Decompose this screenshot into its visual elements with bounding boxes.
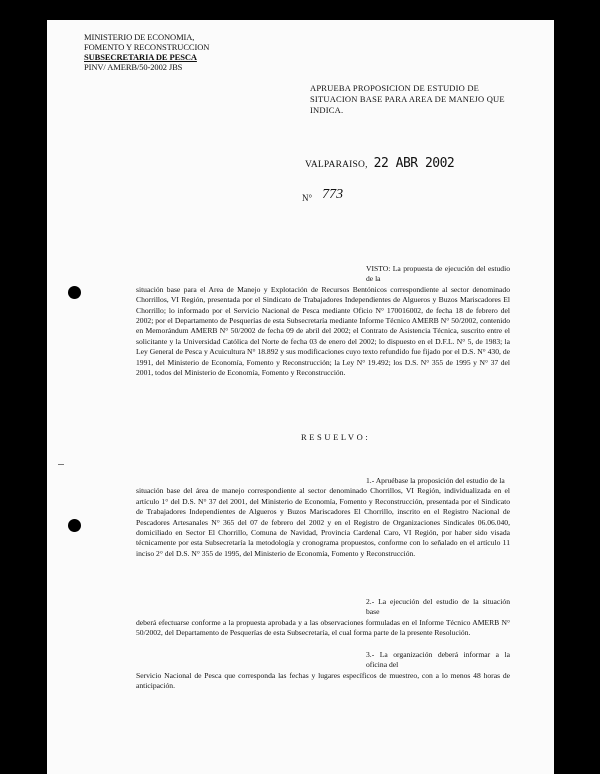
number-prefix: N° (302, 193, 313, 203)
header-line-3: SUBSECRETARIA DE PESCA (84, 52, 197, 62)
ministry-header (84, 32, 209, 72)
item-2-lead: 2.- La ejecución del estudio de la situación base (366, 597, 510, 617)
punch-hole-icon (68, 286, 81, 299)
scan-mark (58, 464, 64, 467)
resolution-subject: APRUEBA PROPOSICION DE ESTUDIO DE SITUACION BASE PARA AREA DE MANEJO QUE INDICA. (310, 83, 505, 115)
city: VALPARAISO, (305, 160, 368, 170)
item-3-lead: 3.- La organización deberá informar a la oficina del (366, 650, 510, 670)
item-2 (136, 597, 510, 639)
place-date (305, 156, 454, 171)
visto-lead: VISTO: La propuesta de ejecución del estudio de la (366, 264, 510, 284)
date-stamp: 22 ABR 2002 (373, 156, 455, 171)
number-value: 773 (322, 187, 344, 202)
item-3 (136, 650, 510, 692)
visto-body: situación base para el Area de Manejo y Explotación de Recursos Bentónicos correspondiente al sector denominado Chorrillos, VI Región, presentada por el Sindicato de Trabajadores Independientes de Algueros y Buzos Mariscadores El Chorrillo; lo informado por el Servicio Nacional de Pesca mediante Oficio N° 170016002, de fecha 18 de febrero del 2002; por el Departamento de Pesquerías de esta Subsecretaría mediante Informe Técnico AMERB N° 50/2002, contenido en Memorándum AMERB N° 50/2002 de fecha 09 de abril del 2002; el Contrato de Asistencia Técnica, suscrito entre el solicitante y la Universidad Católica del Norte de fecha 03 de enero del 2002; lo dispuesto en el D.F.L. N° 5, de 1983; la Ley General de Pesca y Acuicultura N° 18.892 y sus modificaciones cuyo texto refundido fue fijado por el D.S. N° 430, de 1991, del Ministerio de Economía, Fomento y Reconstrucción; la Ley N° 19.492; los D.S. N° 355 de 1995 y N° 37 del 2001, todos del Ministerio de Economía, Fomento y Reconstrucción. (136, 284, 510, 378)
item-1-body: situación base del área de manejo correspondiente al sector denominado Chorrillos, VI Región, individualizada en el artículo 1° del D.S. N° 37 del 2001, del Ministerio de Economía, Fomento y Reconstrucción, presentada por el Sindicato de Trabajadores Independientes de Algueros y Buzos Mariscadores El Chorrillo, inscrito en el Registro Nacional de Pescadores Artesanales N° 365 del 07 de febrero del 2002 y en el Registro de Organizaciones Sindicales 06.06.040, domiciliado en Sector El Chorrillo, Comuna de Navidad, Provincia Cardenal Caro, VI Región, por haber sido visada técnicamente por esta Subsecretaría la metodología y cronograma propuestos, conforme con lo señalado en el artículo 11 inciso 2° del D.S. N° 355 de 1995, del Ministerio de Economía, Fomento y Reconstrucción. (136, 486, 510, 558)
header-line-1: MINISTERIO DE ECONOMIA, (84, 32, 195, 42)
item-1-lead: 1.- Apruébase la proposición del estudio de la (366, 476, 505, 485)
item-3-body: Servicio Nacional de Pesca que corresponda las fechas y lugares específicos de muestreo, con a lo menos 48 horas de anticipación. (136, 670, 510, 691)
resuelvo-heading: RESUELVO: (301, 432, 371, 442)
item-1 (136, 476, 510, 559)
visto-paragraph (136, 264, 510, 378)
header-line-2: FOMENTO Y RECONSTRUCCION (84, 42, 210, 52)
header-line-4: PINV/ AMERB/50-2002 JBS (84, 62, 183, 72)
punch-hole-icon (68, 519, 81, 532)
item-2-body: deberá efectuarse conforme a la propuesta aprobada y a las observaciones formuladas en el Informe Técnico AMERB N° 50/2002, del Departamento de Pesquerías de esta Subsecretaría, el cual forma parte de la presente Resolución. (136, 617, 510, 638)
resolution-number (302, 187, 344, 206)
